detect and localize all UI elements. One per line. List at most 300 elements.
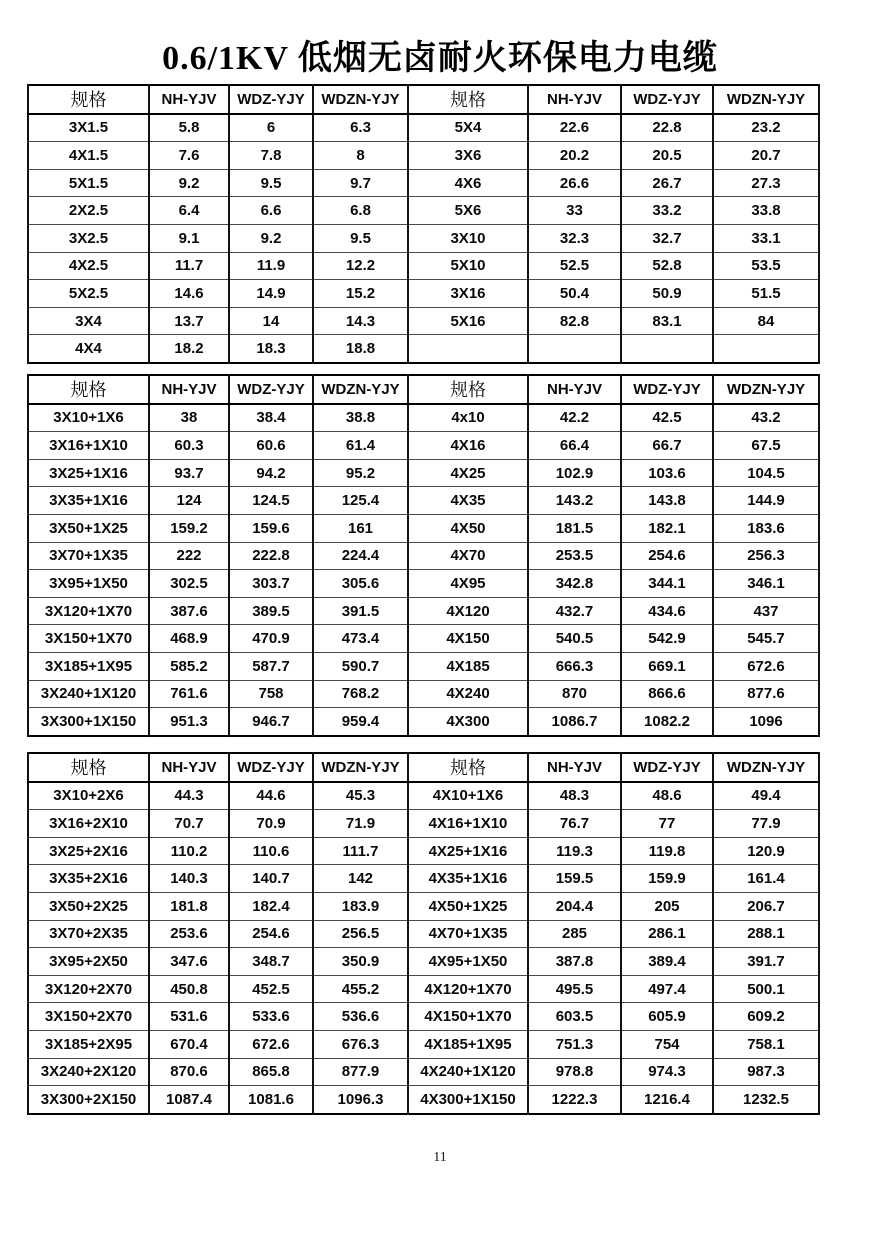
diameter-value-cell: 758 (229, 680, 313, 708)
spec-cell: 3X70+2X35 (28, 920, 149, 948)
spec-cell: 3X240+1X120 (28, 680, 149, 708)
diameter-value-cell: 110.2 (149, 837, 229, 865)
diameter-value-cell: 531.6 (149, 1003, 229, 1031)
spec-cell: 4X4 (28, 335, 149, 363)
diameter-value-cell: 9.1 (149, 224, 229, 252)
cable-type-column-header: NH-YJV (528, 85, 621, 114)
diameter-value-cell: 391.7 (713, 948, 819, 976)
diameter-value-cell: 751.3 (528, 1030, 621, 1058)
spec-cell: 3X6 (408, 142, 528, 170)
cable-type-column-header: WDZ-YJY (229, 85, 313, 114)
diameter-value-cell: 946.7 (229, 708, 313, 736)
diameter-value-cell: 473.4 (313, 625, 408, 653)
diameter-value-cell: 18.3 (229, 335, 313, 363)
spec-cell: 3X16+1X10 (28, 432, 149, 460)
diameter-value-cell: 102.9 (528, 459, 621, 487)
table-row (28, 708, 819, 736)
diameter-value-cell: 545.7 (713, 625, 819, 653)
spec-cell: 4X185+1X95 (408, 1030, 528, 1058)
diameter-value-cell: 590.7 (313, 652, 408, 680)
spec-cell: 4X10+1X6 (408, 782, 528, 810)
diameter-value-cell: 42.2 (528, 404, 621, 432)
diameter-value-cell: 33.1 (713, 224, 819, 252)
diameter-value-cell: 205 (621, 892, 713, 920)
diameter-value-cell: 83.1 (621, 307, 713, 335)
diameter-value-cell: 159.6 (229, 514, 313, 542)
cable-type-column-header: NH-YJV (528, 753, 621, 782)
spec-cell: 4X35+1X16 (408, 865, 528, 893)
table-header-row (28, 753, 819, 782)
table-row (28, 975, 819, 1003)
diameter-value-cell: 33.2 (621, 197, 713, 225)
diameter-value-cell: 33.8 (713, 197, 819, 225)
spec-cell: 4X300 (408, 708, 528, 736)
diameter-value-cell: 159.9 (621, 865, 713, 893)
diameter-value-cell: 870 (528, 680, 621, 708)
diameter-value-cell: 144.9 (713, 487, 819, 515)
diameter-value-cell: 124 (149, 487, 229, 515)
diameter-value-cell: 95.2 (313, 459, 408, 487)
diameter-value-cell: 758.1 (713, 1030, 819, 1058)
diameter-value-cell: 672.6 (713, 652, 819, 680)
table-row (28, 514, 819, 542)
diameter-value-cell: 93.7 (149, 459, 229, 487)
diameter-value-cell: 303.7 (229, 570, 313, 598)
diameter-value-cell: 761.6 (149, 680, 229, 708)
diameter-value-cell: 670.4 (149, 1030, 229, 1058)
cable-type-column-header: WDZN-YJY (313, 375, 408, 404)
diameter-value-cell (528, 335, 621, 363)
diameter-value-cell: 204.4 (528, 892, 621, 920)
spec-cell: 4X120+1X70 (408, 975, 528, 1003)
diameter-value-cell: 206.7 (713, 892, 819, 920)
diameter-value-cell: 1081.6 (229, 1086, 313, 1114)
diameter-value-cell: 974.3 (621, 1058, 713, 1086)
diameter-value-cell: 222 (149, 542, 229, 570)
diameter-value-cell: 42.5 (621, 404, 713, 432)
diameter-value-cell: 389.5 (229, 597, 313, 625)
diameter-value-cell: 12.2 (313, 252, 408, 280)
diameter-value-cell: 26.7 (621, 169, 713, 197)
table-row (28, 1030, 819, 1058)
diameter-value-cell: 6 (229, 114, 313, 142)
spec-column-header: 规格 (28, 753, 149, 782)
diameter-value-cell: 9.2 (149, 169, 229, 197)
diameter-value-cell: 27.3 (713, 169, 819, 197)
diameter-value-cell: 672.6 (229, 1030, 313, 1058)
spec-cell: 3X240+2X120 (28, 1058, 149, 1086)
diameter-value-cell: 110.6 (229, 837, 313, 865)
diameter-value-cell: 9.5 (313, 224, 408, 252)
table-row (28, 920, 819, 948)
diameter-value-cell: 182.4 (229, 892, 313, 920)
spec-cell: 3X35+1X16 (28, 487, 149, 515)
diameter-value-cell: 161.4 (713, 865, 819, 893)
diameter-value-cell: 495.5 (528, 975, 621, 1003)
table-header-row (28, 85, 819, 114)
spec-cell: 5X16 (408, 307, 528, 335)
table-row (28, 335, 819, 363)
diameter-value-cell: 676.3 (313, 1030, 408, 1058)
diameter-value-cell: 140.3 (149, 865, 229, 893)
diameter-value-cell: 389.4 (621, 948, 713, 976)
diameter-value-cell: 1087.4 (149, 1086, 229, 1114)
diameter-value-cell: 13.7 (149, 307, 229, 335)
diameter-value-cell: 33 (528, 197, 621, 225)
diameter-value-cell: 870.6 (149, 1058, 229, 1086)
diameter-value-cell: 32.3 (528, 224, 621, 252)
diameter-value-cell: 159.5 (528, 865, 621, 893)
diameter-value-cell: 1082.2 (621, 708, 713, 736)
diameter-value-cell: 52.8 (621, 252, 713, 280)
spec-cell: 4X25 (408, 459, 528, 487)
diameter-value-cell: 14.9 (229, 280, 313, 308)
diameter-value-cell: 470.9 (229, 625, 313, 653)
diameter-value-cell: 119.3 (528, 837, 621, 865)
diameter-value-cell: 536.6 (313, 1003, 408, 1031)
diameter-value-cell: 49.4 (713, 782, 819, 810)
spec-cell: 3X120+1X70 (28, 597, 149, 625)
diameter-value-cell: 104.5 (713, 459, 819, 487)
cable-type-column-header: NH-YJV (149, 375, 229, 404)
diameter-value-cell: 181.5 (528, 514, 621, 542)
spec-cell: 3X16+2X10 (28, 810, 149, 838)
diameter-value-cell: 347.6 (149, 948, 229, 976)
cable-type-column-header: WDZN-YJY (713, 753, 819, 782)
diameter-value-cell: 50.9 (621, 280, 713, 308)
table-row (28, 625, 819, 653)
spec-cell: 3X10+2X6 (28, 782, 149, 810)
diameter-value-cell: 14 (229, 307, 313, 335)
diameter-value-cell: 1232.5 (713, 1086, 819, 1114)
diameter-value-cell: 877.6 (713, 680, 819, 708)
spec-cell: 4X70+1X35 (408, 920, 528, 948)
diameter-value-cell: 120.9 (713, 837, 819, 865)
spec-cell: 4X35 (408, 487, 528, 515)
diameter-value-cell: 666.3 (528, 652, 621, 680)
spec-cell: 3X25+1X16 (28, 459, 149, 487)
spec-cell: 4X240+1X120 (408, 1058, 528, 1086)
spec-cell: 4X1.5 (28, 142, 149, 170)
spec-cell: 4X95 (408, 570, 528, 598)
diameter-value-cell: 38.4 (229, 404, 313, 432)
diameter-value-cell (621, 335, 713, 363)
cable-spec-table-1 (27, 84, 820, 364)
diameter-value-cell: 66.7 (621, 432, 713, 460)
table-row (28, 487, 819, 515)
diameter-value-cell: 11.9 (229, 252, 313, 280)
diameter-value-cell: 183.9 (313, 892, 408, 920)
diameter-value-cell: 437 (713, 597, 819, 625)
table-row (28, 114, 819, 142)
diameter-value-cell: 754 (621, 1030, 713, 1058)
spec-column-header: 规格 (28, 85, 149, 114)
spec-cell: 3X10 (408, 224, 528, 252)
diameter-value-cell: 256.5 (313, 920, 408, 948)
diameter-value-cell: 253.6 (149, 920, 229, 948)
page-number: 11 (433, 1150, 447, 1165)
diameter-value-cell (713, 335, 819, 363)
spec-cell: 4X50+1X25 (408, 892, 528, 920)
diameter-value-cell: 48.3 (528, 782, 621, 810)
diameter-value-cell: 609.2 (713, 1003, 819, 1031)
diameter-value-cell: 959.4 (313, 708, 408, 736)
spec-cell: 5X4 (408, 114, 528, 142)
spec-cell: 3X300+1X150 (28, 708, 149, 736)
diameter-value-cell: 288.1 (713, 920, 819, 948)
diameter-value-cell: 124.5 (229, 487, 313, 515)
diameter-value-cell: 6.3 (313, 114, 408, 142)
diameter-value-cell: 342.8 (528, 570, 621, 598)
spec-cell: 3X35+2X16 (28, 865, 149, 893)
diameter-value-cell: 434.6 (621, 597, 713, 625)
table-row (28, 252, 819, 280)
diameter-value-cell: 119.8 (621, 837, 713, 865)
diameter-value-cell: 540.5 (528, 625, 621, 653)
diameter-value-cell: 38 (149, 404, 229, 432)
spec-cell: 3X50+2X25 (28, 892, 149, 920)
table-row (28, 542, 819, 570)
table-row (28, 142, 819, 170)
diameter-value-cell: 452.5 (229, 975, 313, 1003)
diameter-value-cell: 181.8 (149, 892, 229, 920)
diameter-value-cell: 76.7 (528, 810, 621, 838)
diameter-value-cell: 84 (713, 307, 819, 335)
diameter-value-cell: 159.2 (149, 514, 229, 542)
diameter-value-cell: 9.7 (313, 169, 408, 197)
spec-column-header: 规格 (408, 375, 528, 404)
diameter-value-cell: 60.6 (229, 432, 313, 460)
spec-cell: 4X50 (408, 514, 528, 542)
diameter-value-cell: 305.6 (313, 570, 408, 598)
diameter-value-cell: 182.1 (621, 514, 713, 542)
table-row (28, 197, 819, 225)
diameter-value-cell: 865.8 (229, 1058, 313, 1086)
diameter-value-cell: 500.1 (713, 975, 819, 1003)
diameter-value-cell: 8 (313, 142, 408, 170)
table-row (28, 459, 819, 487)
diameter-value-cell: 94.2 (229, 459, 313, 487)
diameter-value-cell: 866.6 (621, 680, 713, 708)
spec-cell: 3X70+1X35 (28, 542, 149, 570)
table-header-row (28, 375, 819, 404)
spec-column-header: 规格 (408, 85, 528, 114)
spec-cell: 4X25+1X16 (408, 837, 528, 865)
diameter-value-cell: 44.3 (149, 782, 229, 810)
table-row (28, 837, 819, 865)
diameter-value-cell: 32.7 (621, 224, 713, 252)
spec-cell: 5X6 (408, 197, 528, 225)
diameter-value-cell: 432.7 (528, 597, 621, 625)
diameter-value-cell: 70.7 (149, 810, 229, 838)
diameter-value-cell: 455.2 (313, 975, 408, 1003)
table-row (28, 948, 819, 976)
spec-cell: 3X120+2X70 (28, 975, 149, 1003)
table-row (28, 307, 819, 335)
diameter-value-cell: 161 (313, 514, 408, 542)
diameter-value-cell: 7.6 (149, 142, 229, 170)
diameter-value-cell: 22.8 (621, 114, 713, 142)
table-row (28, 865, 819, 893)
spec-cell: 3X95+2X50 (28, 948, 149, 976)
diameter-value-cell: 254.6 (229, 920, 313, 948)
spec-cell: 4X120 (408, 597, 528, 625)
spec-cell: 4x10 (408, 404, 528, 432)
diameter-value-cell: 603.5 (528, 1003, 621, 1031)
spec-cell: 3X150+1X70 (28, 625, 149, 653)
table-row (28, 404, 819, 432)
diameter-value-cell: 18.8 (313, 335, 408, 363)
spec-cell: 4X6 (408, 169, 528, 197)
diameter-value-cell: 253.5 (528, 542, 621, 570)
diameter-value-cell: 391.5 (313, 597, 408, 625)
spec-cell: 3X16 (408, 280, 528, 308)
diameter-value-cell: 978.8 (528, 1058, 621, 1086)
spec-cell: 3X300+2X150 (28, 1086, 149, 1114)
diameter-value-cell: 61.4 (313, 432, 408, 460)
diameter-value-cell: 15.2 (313, 280, 408, 308)
diameter-value-cell: 11.7 (149, 252, 229, 280)
diameter-value-cell: 18.2 (149, 335, 229, 363)
diameter-value-cell: 111.7 (313, 837, 408, 865)
diameter-value-cell: 222.8 (229, 542, 313, 570)
diameter-value-cell: 23.2 (713, 114, 819, 142)
diameter-value-cell: 9.5 (229, 169, 313, 197)
diameter-value-cell: 468.9 (149, 625, 229, 653)
cable-type-column-header: NH-YJV (149, 753, 229, 782)
spec-cell: 4X150+1X70 (408, 1003, 528, 1031)
spec-column-header: 规格 (28, 375, 149, 404)
spec-cell: 4X185 (408, 652, 528, 680)
page-title: 0.6/1KV 低烟无卤耐火环保电力电缆 (162, 40, 718, 77)
diameter-value-cell: 20.5 (621, 142, 713, 170)
diameter-value-cell: 877.9 (313, 1058, 408, 1086)
diameter-value-cell: 669.1 (621, 652, 713, 680)
diameter-value-cell: 585.2 (149, 652, 229, 680)
diameter-value-cell: 254.6 (621, 542, 713, 570)
diameter-value-cell: 77.9 (713, 810, 819, 838)
spec-cell: 4X95+1X50 (408, 948, 528, 976)
diameter-value-cell: 1096 (713, 708, 819, 736)
table-row (28, 1086, 819, 1114)
diameter-value-cell: 6.4 (149, 197, 229, 225)
cable-type-column-header: WDZ-YJY (229, 375, 313, 404)
diameter-value-cell: 9.2 (229, 224, 313, 252)
table-row (28, 652, 819, 680)
diameter-value-cell: 20.7 (713, 142, 819, 170)
cable-type-column-header: WDZ-YJY (621, 375, 713, 404)
table-row (28, 224, 819, 252)
spec-cell: 4X16+1X10 (408, 810, 528, 838)
spec-cell: 4X70 (408, 542, 528, 570)
diameter-value-cell: 48.6 (621, 782, 713, 810)
diameter-value-cell: 346.1 (713, 570, 819, 598)
diameter-value-cell: 1222.3 (528, 1086, 621, 1114)
spec-cell: 2X2.5 (28, 197, 149, 225)
spec-column-header: 规格 (408, 753, 528, 782)
cable-type-column-header: WDZN-YJY (713, 375, 819, 404)
spec-cell: 4X16 (408, 432, 528, 460)
spec-cell: 4X240 (408, 680, 528, 708)
diameter-value-cell: 497.4 (621, 975, 713, 1003)
diameter-value-cell: 44.6 (229, 782, 313, 810)
spec-cell: 4X150 (408, 625, 528, 653)
diameter-value-cell: 1086.7 (528, 708, 621, 736)
diameter-value-cell: 26.6 (528, 169, 621, 197)
spec-cell: 4X300+1X150 (408, 1086, 528, 1114)
diameter-value-cell: 1216.4 (621, 1086, 713, 1114)
spec-cell: 5X2.5 (28, 280, 149, 308)
diameter-value-cell: 286.1 (621, 920, 713, 948)
diameter-value-cell: 38.8 (313, 404, 408, 432)
cable-spec-table-3 (27, 752, 820, 1115)
cable-type-column-header: WDZN-YJY (713, 85, 819, 114)
diameter-value-cell: 344.1 (621, 570, 713, 598)
table-row (28, 432, 819, 460)
table-row (28, 169, 819, 197)
diameter-value-cell: 82.8 (528, 307, 621, 335)
diameter-value-cell: 103.6 (621, 459, 713, 487)
cable-type-column-header: WDZ-YJY (229, 753, 313, 782)
diameter-value-cell: 183.6 (713, 514, 819, 542)
diameter-value-cell: 143.2 (528, 487, 621, 515)
diameter-value-cell: 542.9 (621, 625, 713, 653)
diameter-value-cell: 71.9 (313, 810, 408, 838)
cable-type-column-header: NH-YJV (528, 375, 621, 404)
diameter-value-cell: 14.6 (149, 280, 229, 308)
diameter-value-cell: 60.3 (149, 432, 229, 460)
diameter-value-cell: 1096.3 (313, 1086, 408, 1114)
diameter-value-cell: 67.5 (713, 432, 819, 460)
diameter-value-cell: 350.9 (313, 948, 408, 976)
diameter-value-cell: 987.3 (713, 1058, 819, 1086)
spec-cell: 5X1.5 (28, 169, 149, 197)
diameter-value-cell: 142 (313, 865, 408, 893)
table-row (28, 892, 819, 920)
table-row (28, 1003, 819, 1031)
table-row (28, 680, 819, 708)
spec-cell: 5X10 (408, 252, 528, 280)
diameter-value-cell: 7.8 (229, 142, 313, 170)
table-row (28, 280, 819, 308)
cable-type-column-header: WDZN-YJY (313, 753, 408, 782)
diameter-value-cell: 533.6 (229, 1003, 313, 1031)
spec-cell: 3X2.5 (28, 224, 149, 252)
diameter-value-cell: 387.6 (149, 597, 229, 625)
spec-cell: 3X95+1X50 (28, 570, 149, 598)
diameter-value-cell: 52.5 (528, 252, 621, 280)
diameter-value-cell: 66.4 (528, 432, 621, 460)
diameter-value-cell: 951.3 (149, 708, 229, 736)
diameter-value-cell: 224.4 (313, 542, 408, 570)
spec-cell: 4X2.5 (28, 252, 149, 280)
table-row (28, 570, 819, 598)
table-row (28, 1058, 819, 1086)
diameter-value-cell: 143.8 (621, 487, 713, 515)
spec-cell: 3X10+1X6 (28, 404, 149, 432)
spec-cell: 3X50+1X25 (28, 514, 149, 542)
diameter-value-cell: 53.5 (713, 252, 819, 280)
diameter-value-cell: 6.6 (229, 197, 313, 225)
diameter-value-cell: 70.9 (229, 810, 313, 838)
diameter-value-cell: 285 (528, 920, 621, 948)
diameter-value-cell: 302.5 (149, 570, 229, 598)
diameter-value-cell: 14.3 (313, 307, 408, 335)
diameter-value-cell: 45.3 (313, 782, 408, 810)
diameter-value-cell: 43.2 (713, 404, 819, 432)
diameter-value-cell: 140.7 (229, 865, 313, 893)
diameter-value-cell: 387.8 (528, 948, 621, 976)
